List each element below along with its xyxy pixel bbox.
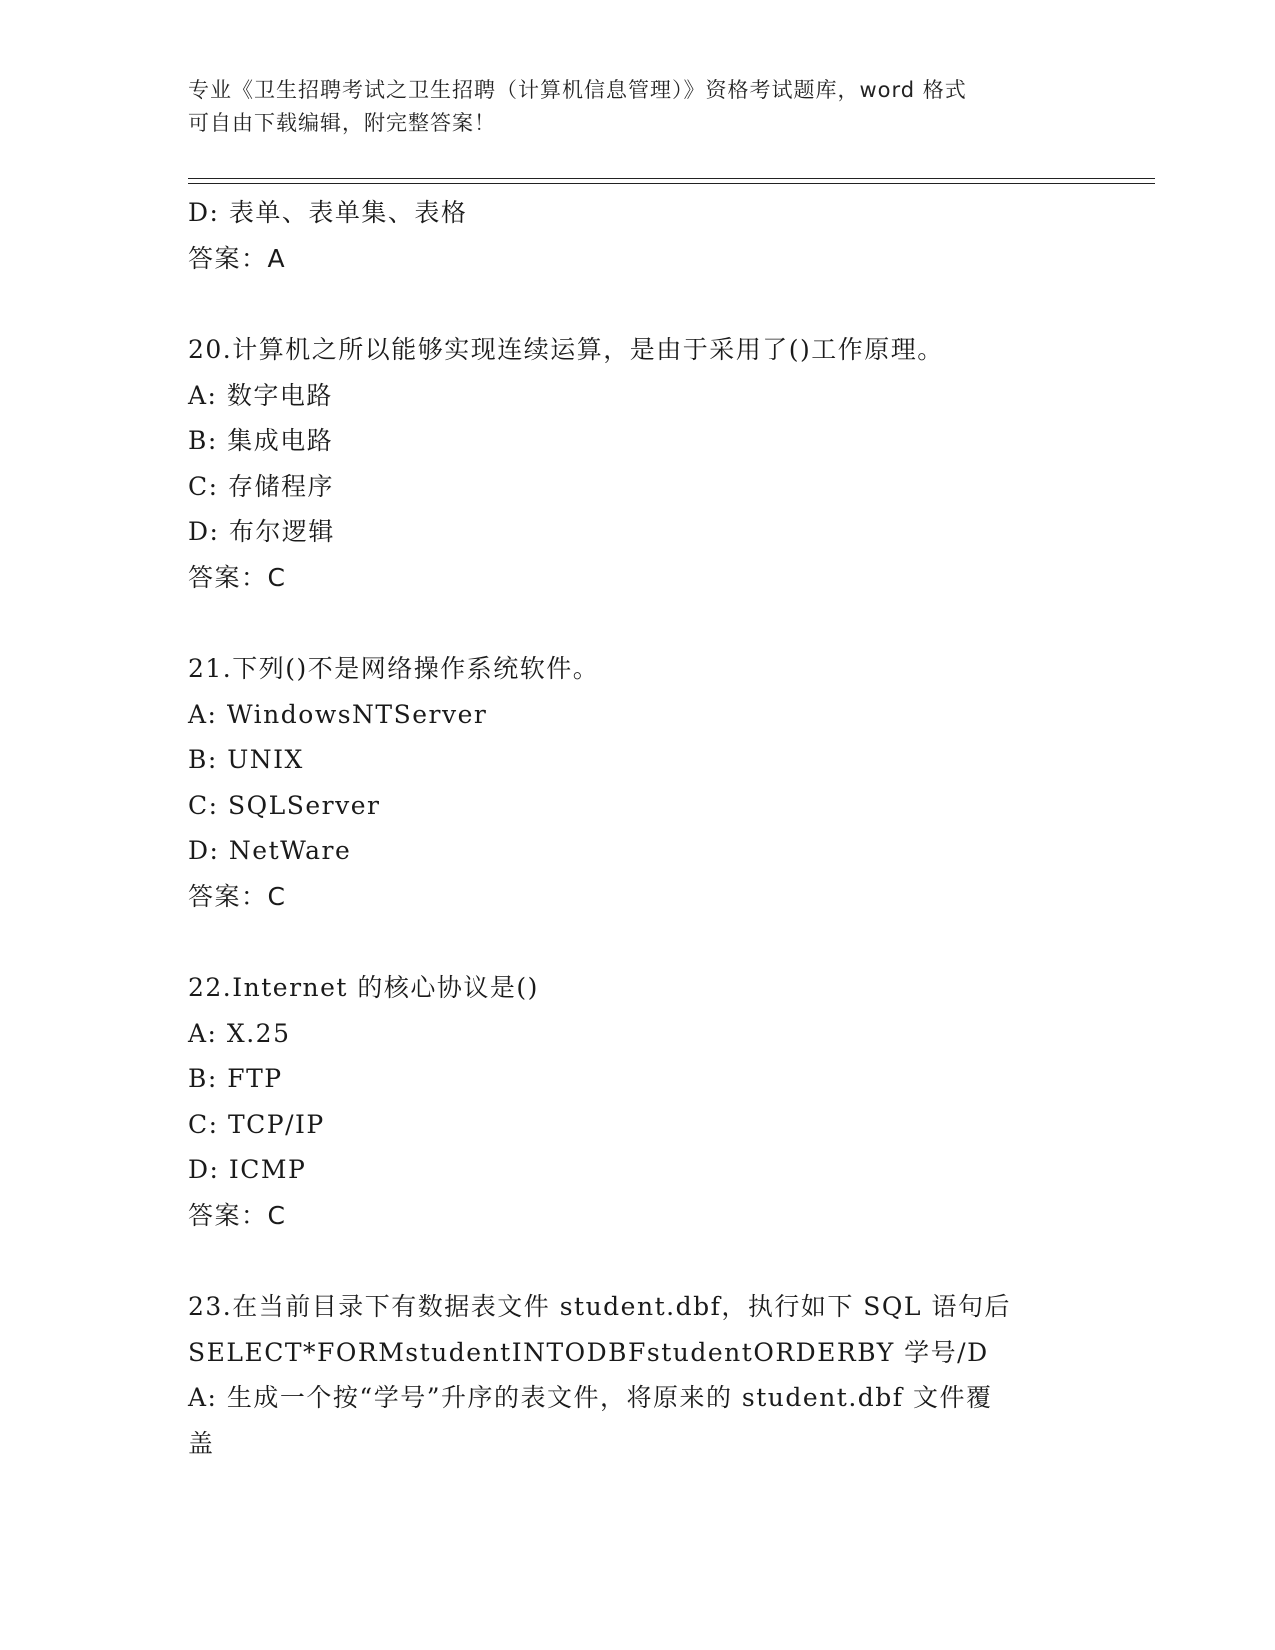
option-d: D: ICMP: [188, 1155, 307, 1184]
question-stem: 21.下列()不是网络操作系统软件。: [188, 654, 600, 683]
option-a: A: X.25: [188, 1018, 291, 1048]
option-d: D: NetWare: [188, 836, 352, 865]
option-b: B: 集成电路: [188, 426, 334, 455]
option-d: D: 布尔逻辑: [188, 517, 335, 546]
prev-option-d: D: 表单、表单集、表格: [188, 198, 468, 227]
option-c: C: 存储程序: [188, 471, 334, 501]
question-stem-line-1: 23.在当前目录下有数据表文件 student.dbf，执行如下 SQL 语句后: [188, 1292, 1011, 1321]
answer: 答案：C: [188, 1200, 287, 1230]
header-line-2: 可自由下载编辑，附完整答案！: [188, 111, 496, 135]
option-b: B: FTP: [188, 1064, 283, 1093]
option-b: B: UNIX: [188, 745, 304, 774]
question-stem: 22.Internet 的核心协议是(): [188, 973, 539, 1002]
question-22: [188, 965, 1088, 1238]
question-21: [188, 646, 1088, 919]
question-stem: 20.计算机之所以能够实现连续运算，是由于采用了()工作原理。: [188, 335, 944, 364]
option-a: A: 数字电路: [188, 380, 333, 410]
answer: 答案：C: [188, 562, 287, 592]
option-c: C: SQLServer: [188, 790, 381, 820]
header-line-1: 专业《卫生招聘考试之卫生招聘（计算机信息管理）》资格考试题库，word 格式: [188, 78, 967, 102]
question-20: [188, 327, 1088, 600]
document-header: [188, 74, 1068, 140]
option-c: C: TCP/IP: [188, 1109, 325, 1139]
prev-answer: 答案：A: [188, 243, 287, 273]
header-rule-bottom: [188, 183, 1155, 184]
option-a-line-1: A: 生成一个按“学号”升序的表文件，将原来的 student.dbf 文件覆: [188, 1383, 993, 1412]
question-stem-line-2: SELECT*FORMstudentINTODBFstudentORDERBY 学号/D: [188, 1337, 989, 1367]
question-list: [188, 190, 1088, 1466]
header-rule-top: [188, 178, 1155, 179]
option-a: A: WindowsNTServer: [188, 699, 488, 729]
question-23: [188, 1284, 1088, 1466]
answer: 答案：C: [188, 881, 287, 911]
option-a-line-2: 盖: [188, 1428, 215, 1458]
